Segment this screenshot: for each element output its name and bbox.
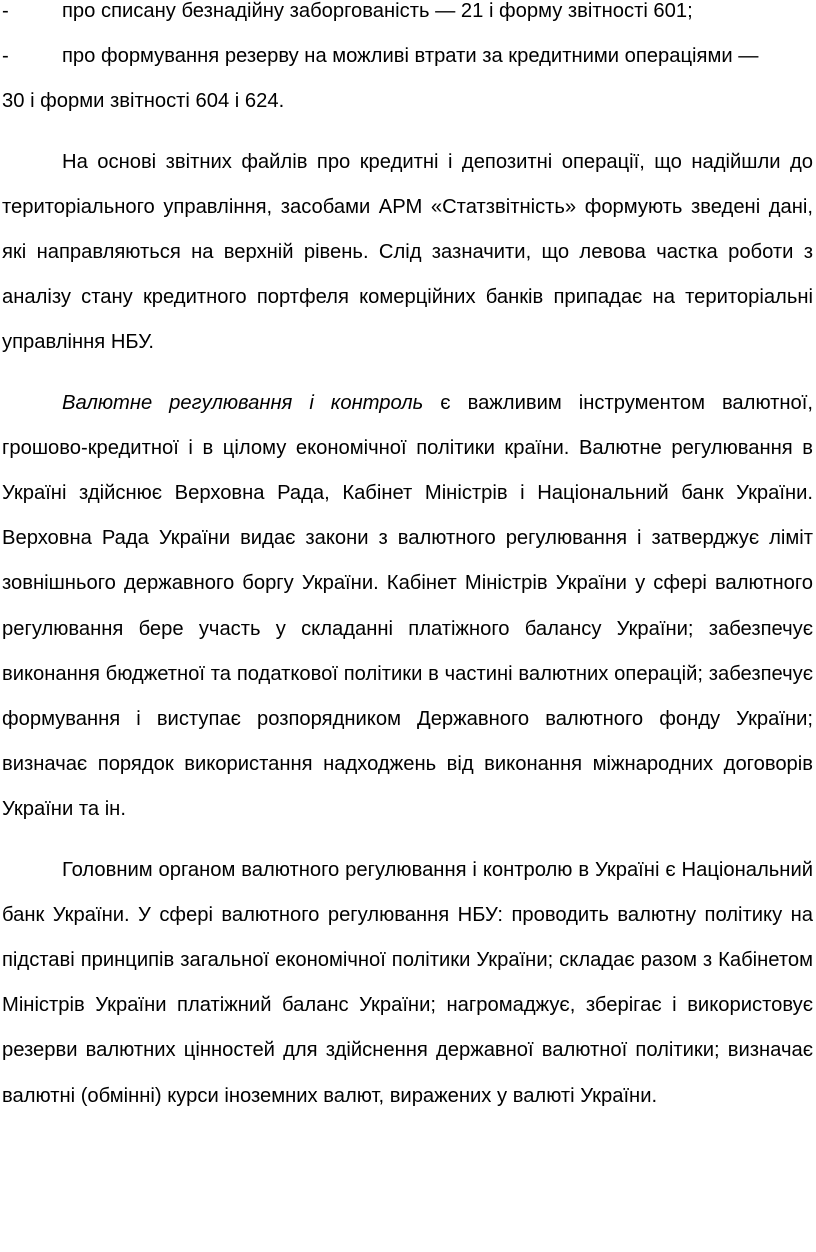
paragraph: Головним органом валютного регулювання і контролю в Україні є Національний банк України. У сфері валютного регулювання НБУ: проводить валютну політику на підставі принципів загальної економічної політики України; складає разом з Кабінетом Міністрів України платіжний баланс України; нагромаджує, зберігає і використовує резерви валютних цінностей для здійснення державної валютної політики; визначає валютні (обмінні) курси іноземних валют, виражених у валюті України.: [2, 858, 813, 1107]
list-marker: -: [2, 45, 9, 68]
paragraph-gap: [2, 125, 813, 140]
document-page: [2, 0, 813, 1119]
list-item: [2, 34, 813, 79]
paragraph: На основі звітних файлів про кредитні і депозитні операції, що надійшли до територіального управління, засобами АРМ «Статзвітність» формують зведені дані, які направляються на верхній рівень. Слід зазначити, що левова частка роботи з аналізу стану кредитного портфеля комерційних банків припадає на територіальні управління НБУ.: [2, 150, 813, 354]
paragraph-gap: [2, 833, 813, 848]
paragraph-gap: [2, 366, 813, 381]
list-item-continuation: 30 і форми звітності 604 і 624.: [2, 90, 285, 113]
list-item-text: про формування резерву на можливі втрати за кредитними операціями —: [62, 45, 759, 68]
paragraph-text: є важливим інструментом валютної, грошово-кредитної і в цілому економічної політики країни. Валютне регулювання в Україні здійснює Верховна Рада, Кабінет Міністрів і Національний банк України. Верховна Рада України видає закони з валютного регулювання і затверджує ліміт зовнішнього державного боргу України. Кабінет Міністрів України у сфері валютного регулювання бере участь у складанні платіжного балансу України; забезпечує виконання бюджетної та податкової політики в частині валютних операцій; забезпечує формування і виступає розпорядником Державного валютного фонду України; визначає порядок використання надходжень від виконання міжнародних договорів України та ін.: [2, 391, 813, 821]
emphasis-text: Валютне регулювання і контроль: [62, 391, 424, 414]
list-marker: -: [2, 0, 9, 22]
list-item: [2, 0, 813, 34]
paragraph: [2, 381, 813, 833]
list-item-text: про списану безнадійну заборгованість — 21 і форму звітності 601;: [62, 0, 693, 22]
